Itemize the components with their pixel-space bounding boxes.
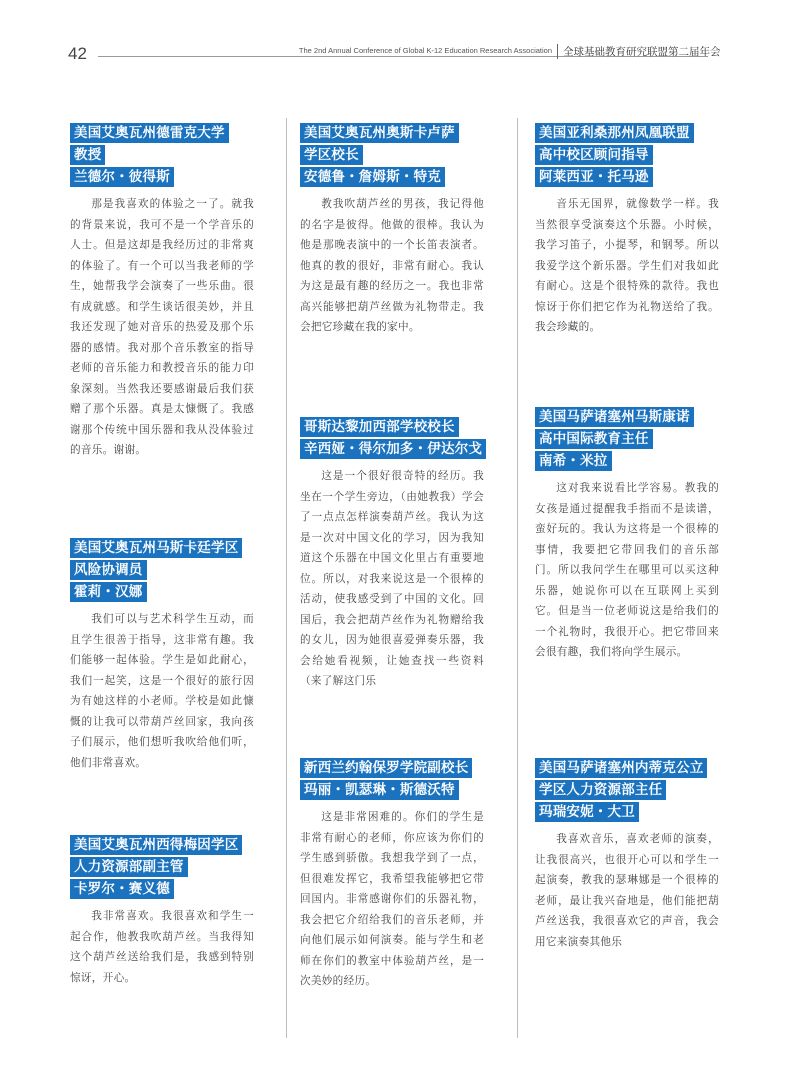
- testimonial: [300, 757, 484, 992]
- testimonial-text: 我非常喜欢。我很喜欢和学生一起合作，他教我吹葫芦丝。当我得知这个葫芦丝送给我们是，我感到特别惊讶，开心。: [70, 910, 254, 984]
- testimonial-text: 教我吹葫芦丝的男孩，我记得他的名字是彼得。他做的很棒。我认为他是那晚表演中的一个长笛表演者。他真的教的很好，非常有耐心。我认为这是最有趣的经历之一。我也非常高兴能够把葫芦丝做为礼物带走。我会把它珍藏在我的家中。: [300, 198, 484, 333]
- testimonial: [70, 537, 254, 773]
- testimonial: [535, 757, 719, 952]
- person-name: 阿莱西亚・托马逊: [535, 167, 653, 187]
- affiliation-line: 美国艾奥瓦州奥斯卡卢萨: [300, 123, 459, 143]
- column-middle: [300, 0, 484, 1091]
- person-name: 安德鲁・詹姆斯・特克: [300, 167, 445, 187]
- column-divider: [517, 118, 518, 1038]
- testimonial-heading: [300, 416, 484, 460]
- testimonial-heading: [70, 834, 254, 900]
- column-right: [535, 0, 719, 1091]
- position-line: 学区校长: [300, 145, 363, 165]
- page-number: 42: [68, 44, 87, 63]
- affiliation-line: 美国马萨诸塞州内蒂克公立: [535, 758, 707, 778]
- person-name: 霍莉・汉娜: [70, 582, 147, 602]
- column-left: [70, 0, 254, 1091]
- affiliation-line: 新西兰约翰保罗学院副校长: [300, 758, 472, 778]
- person-name: 玛丽・凯瑟琳・斯德沃特: [300, 780, 459, 800]
- column-divider: [286, 118, 287, 1038]
- testimonial-heading: [535, 757, 719, 823]
- testimonial-heading: [70, 122, 254, 188]
- person-name: 兰德尔・彼得斯: [70, 167, 174, 187]
- testimonial: [70, 122, 254, 461]
- affiliation-line: 美国艾奥瓦州马斯卡廷学区: [70, 538, 242, 558]
- testimonial-text: 那是我喜欢的体验之一了。就我的背景来说，我可不是一个学音乐的人士。但是这却是我经历过的非常爽的体验了。有一个可以当我老师的学生，她帮我学会演奏了一些乐曲。很有成就感。和学生谈话很美妙，并且我还发现了她对音乐的热爱及那个乐器的感情。我对那个音乐教室的指导老师的音乐能力和教授音乐的能力印象深刻。当然我还要感谢最后我们获赠了那个乐器。真是太慷慨了。我感谢那个传统中国乐器和我从没体验过的音乐。谢谢。: [70, 198, 254, 456]
- position-line: 教授: [70, 145, 105, 165]
- testimonial: [535, 406, 719, 663]
- affiliation-line: 美国马萨诸塞州马斯康诺: [535, 407, 694, 427]
- testimonial: [70, 834, 254, 988]
- position-line: 风险协调员: [70, 560, 147, 580]
- person-name: 南希・米拉: [535, 451, 612, 471]
- person-name: 玛瑞安妮・大卫: [535, 802, 639, 822]
- testimonial-text: 这对我来说看比学容易。教我的女孩是通过提醒我手指而不是读谱，蛮好玩的。我认为这将是一个很棒的事情，我要把它带回我们的音乐部门。所以我问学生在哪里可以买这种乐器，她说你可以在互联网上买到它。但是当一位老师说这是给我们的一个礼物时，我很开心。把它带回来会很有趣，我们将向学生展示。: [535, 482, 719, 658]
- testimonial-text: 我喜欢音乐，喜欢老师的演奏，让我很高兴，也很开心可以和学生一起演奏，教我的瑟琳娜是一个很棒的老师，最让我兴奋地是，他们能把葫芦丝送我，我很喜欢它的声音，我会用它来演奏其他乐: [535, 833, 719, 948]
- testimonial-heading: [300, 757, 484, 801]
- position-line: 人力资源部副主管: [70, 857, 188, 877]
- conference-title-en: The 2nd Annual Conference of Global K-12 Education Research Association: [298, 46, 552, 55]
- position-line: 高中国际教育主任: [535, 429, 653, 449]
- testimonial-heading: [535, 406, 719, 472]
- testimonial: [300, 416, 484, 692]
- testimonial-text: 音乐无国界，就像数学一样。我当然很享受演奏这个乐器。小时候，我学习笛子，小提琴，和钢琴。所以我爱学这个新乐器。学生们对我如此有耐心。这是个很特殊的款待。我也惊讶于你们把它作为礼物送给了我。我会珍藏的。: [535, 198, 719, 333]
- affiliation-line: 美国艾奥瓦州西得梅因学区: [70, 835, 242, 855]
- affiliation-line: 美国艾奥瓦州德雷克大学: [70, 123, 229, 143]
- testimonial-text: 我们可以与艺术科学生互动，而且学生很善于指导，这非常有趣。我们能够一起体验。学生是如此耐心，我们一起笑，这是一个很好的旅行因为有她这样的小老师。学校是如此慷慨的让我可以带葫芦丝回家，我向孩子们展示，他们想听我吹给他们听，他们非常喜欢。: [70, 613, 254, 769]
- testimonial-text: 这是一个很好很奇特的经历。我坐在一个学生旁边，（由她教我）学会了一点点怎样演奏葫芦丝。我认为这是一次对中国文化的学习，因为我知道这个乐器在中国文化里占有重要地位。所以，对我来说这是一个很棒的活动，使我感受到了中国的文化。回国后，我会把葫芦丝作为礼物赠给我的女儿，因为她很喜爱弹奏乐器，我会给她看视频，让她查找一些资料（来了解这门乐: [300, 470, 484, 687]
- testimonial-text: 这是非常困难的。你们的学生是非常有耐心的老师，你应该为你们的学生感到骄傲。我想我学到了一点，但很难发挥它，我希望我能够把它带回国内。非常感谢你们的乐器礼物，我会把它介绍给我们的音乐老师，并向他们展示如何演奏。能与学生和老师在你们的教室中体验葫芦丝，是一次美妙的经历。: [300, 811, 484, 987]
- testimonial: [300, 122, 484, 338]
- testimonial: [535, 122, 719, 338]
- position-line: 高中校区顾问指导: [535, 145, 653, 165]
- person-name: 辛西娅・得尔加多・伊达尔戈: [300, 439, 486, 459]
- testimonial-heading: [70, 537, 254, 603]
- testimonial-heading: [535, 122, 719, 188]
- testimonial-heading: [300, 122, 484, 188]
- conference-title-cn: 全球基础教育研究联盟第二届年会: [563, 46, 721, 58]
- affiliation-line: 美国亚利桑那州凤凰联盟: [535, 123, 694, 143]
- person-name: 卡罗尔・赛义德: [70, 879, 174, 899]
- position-line: 学区人力资源部主任: [535, 780, 666, 800]
- affiliation-line: 哥斯达黎加西部学校校长: [300, 417, 459, 437]
